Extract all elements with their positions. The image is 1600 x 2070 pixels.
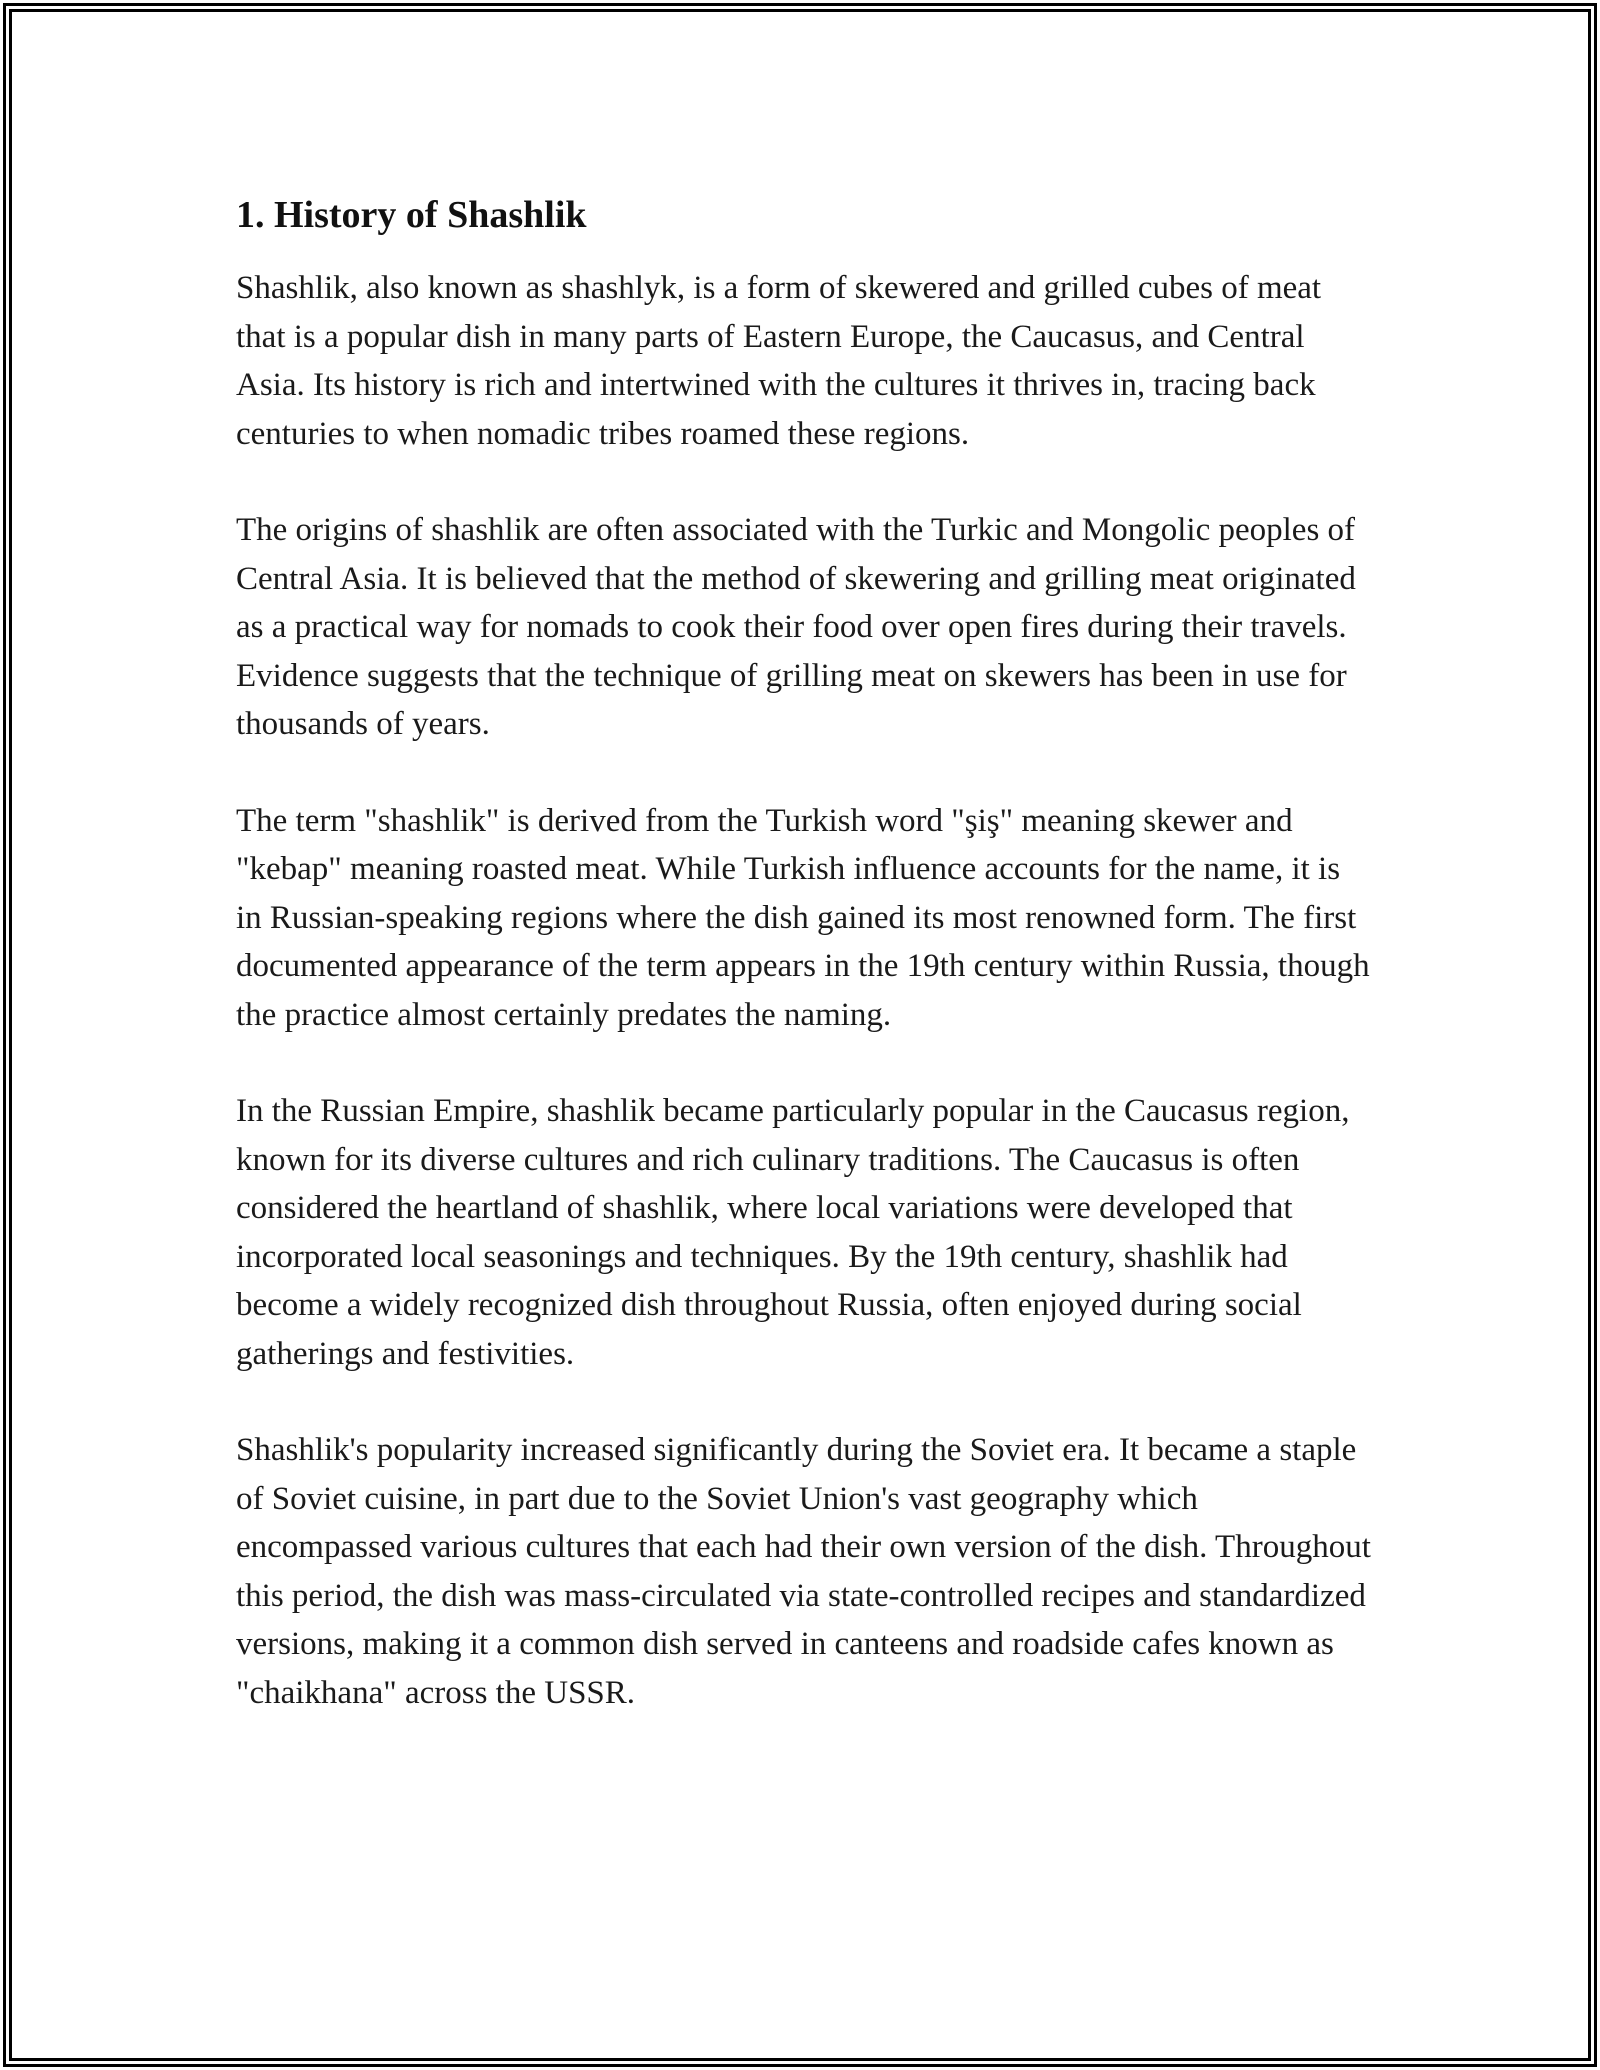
paragraph-soviet-era: Shashlik's popularity increased significantly during the Soviet era. It became a staple of Soviet cuisine, in part due to the Soviet Union's vast geography which encompassed various cultures that each had their own version of the dish. Throughout this period, the dish was mass-circulated via state-controlled recipes and standardized versions, making it a common dish served in canteens and roadside cafes known as "chaikhana" across the USSR. <box>236 1432 1371 1711</box>
paragraph-russian-empire: In the Russian Empire, shashlik became particularly popular in the Caucasus region, known for its diverse cultures and rich culinary traditions. The Caucasus is often considered the heartland of shashlik, where local variations were developed that incorporated local seasonings and techniques. By the 19th century, shashlik had become a widely recognized dish throughout Russia, often enjoyed during social gatherings and festivities. <box>236 1093 1350 1372</box>
section-heading: 1. History of Shashlik <box>236 194 587 236</box>
document-body <box>236 186 1371 1717</box>
paragraph-intro: Shashlik, also known as shashlyk, is a form of skewered and grilled cubes of meat that is a popular dish in many parts of Eastern Europe, the Caucasus, and Central Asia. Its history is rich and intertwined with the cultures it thrives in, tracing back centuries to when nomadic tribes roamed these regions. <box>236 270 1322 452</box>
paragraph-origins: The origins of shashlik are often associated with the Turkic and Mongolic peoples of Central Asia. It is believed that the method of skewering and grilling meat originated as a practical way for nomads to cook their food over open fires during their travels. Evidence suggests that the technique of grilling meat on skewers has been in use for thousands of years. <box>236 512 1356 742</box>
paragraph-etymology: The term "shashlik" is derived from the Turkish word "şiş" meaning skewer and "kebap" meaning roasted meat. While Turkish influence accounts for the name, it is in Russian-speaking regions where the dish gained its most renowned form. The first documented appearance of the term appears in the 19th century within Russia, though the practice almost certainly predates the naming. <box>236 802 1370 1033</box>
